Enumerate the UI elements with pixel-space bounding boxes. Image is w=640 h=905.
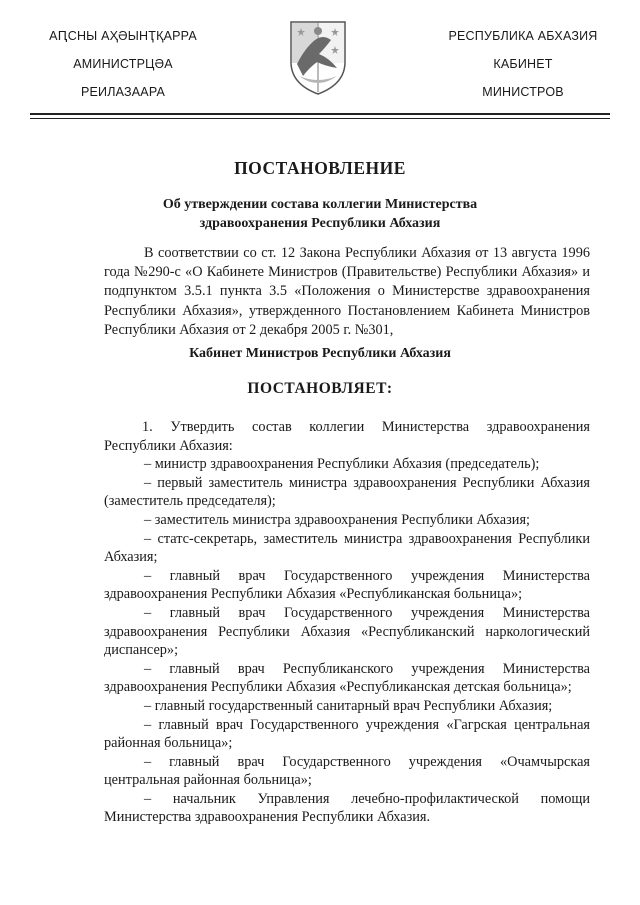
header-right-block bbox=[428, 22, 618, 106]
decree-items-list bbox=[104, 418, 590, 827]
document-subtitle bbox=[110, 195, 530, 233]
document-title: ПОСТАНОВЛЕНИЕ bbox=[234, 158, 406, 178]
issuing-body: Кабинет Министров Республики Абхазия bbox=[189, 346, 451, 361]
list-item: – первый заместитель министра здравоохранения Республики Абхазия (заместитель председателя); bbox=[104, 474, 590, 510]
preamble-paragraph: В соответствии со ст. 12 Закона Республики Абхазия от 13 августа 1996 года №290-с «О Кабинете Министров (Правительстве) Республики Абхазия» и подпунктом 3.5.1 пункта 3.5 «Положения о Министерстве здравоохранения Республики Абхазия», утвержденного Постановлением Кабинета Министров Республики Абхазия от 2 декабря 2005 г. №301, bbox=[104, 245, 590, 338]
list-item: – главный врач Государственного учреждения «Очамчырская центральная районная больница»; bbox=[104, 753, 590, 789]
subtitle-line-2: здравоохранения Республики Абхазия bbox=[199, 216, 441, 231]
list-item: – главный врач Государственного учреждения Министерства здравоохранения Республики Абхазия «Республиканский наркологический диспансер»; bbox=[104, 604, 590, 659]
list-item: – начальник Управления лечебно-профилактической помощи Министерства здравоохранения Республики Абхазия. bbox=[104, 790, 590, 826]
header-left-block bbox=[28, 22, 218, 106]
list-item: – министр здравоохранения Республики Абхазия (председатель); bbox=[144, 456, 540, 473]
list-item: – главный врач Государственного учреждения Министерства здравоохранения Республики Абхазия «Республиканская больница»; bbox=[104, 567, 590, 603]
decree-heading: ПОСТАНОВЛЯЕТ: bbox=[247, 380, 393, 397]
header-left-line-3: РЕИЛАЗААРА bbox=[80, 85, 166, 99]
header-right-line-3: МИНИСТРОВ bbox=[482, 85, 564, 99]
list-item: – заместитель министра здравоохранения Республики Абхазия; bbox=[144, 511, 530, 528]
header-divider-thin bbox=[30, 118, 610, 119]
header-left-line-1: АԤСНЫ АҲӘЫНҬҚАРРА bbox=[49, 29, 197, 43]
list-item: – главный врач Государственного учреждения «Гагрская центральная районная больница»; bbox=[104, 716, 590, 752]
list-item: – главный государственный санитарный врач Республики Абхазия; bbox=[144, 697, 553, 714]
subtitle-line-1: Об утверждении состава коллегии Министерства bbox=[162, 197, 478, 212]
coat-of-arms-emblem bbox=[285, 18, 351, 96]
header-left-line-2: АМИНИСТРЦӘА bbox=[73, 57, 173, 71]
list-item: – главный врач Республиканского учреждения Министерства здравоохранения Республики Абхазия «Республиканская детская больница»; bbox=[104, 660, 590, 696]
header-divider-thick bbox=[30, 113, 610, 115]
list-item: – статс-секретарь, заместитель министра здравоохранения Республики Абхазия; bbox=[104, 530, 590, 566]
header-right-line-2: КАБИНЕТ bbox=[493, 57, 553, 71]
list-item: 1. Утвердить состав коллегии Министерства здравоохранения Республики Абхазия: bbox=[104, 419, 590, 454]
header-right-line-1: РЕСПУБЛИКА АБХАЗИЯ bbox=[448, 29, 598, 43]
